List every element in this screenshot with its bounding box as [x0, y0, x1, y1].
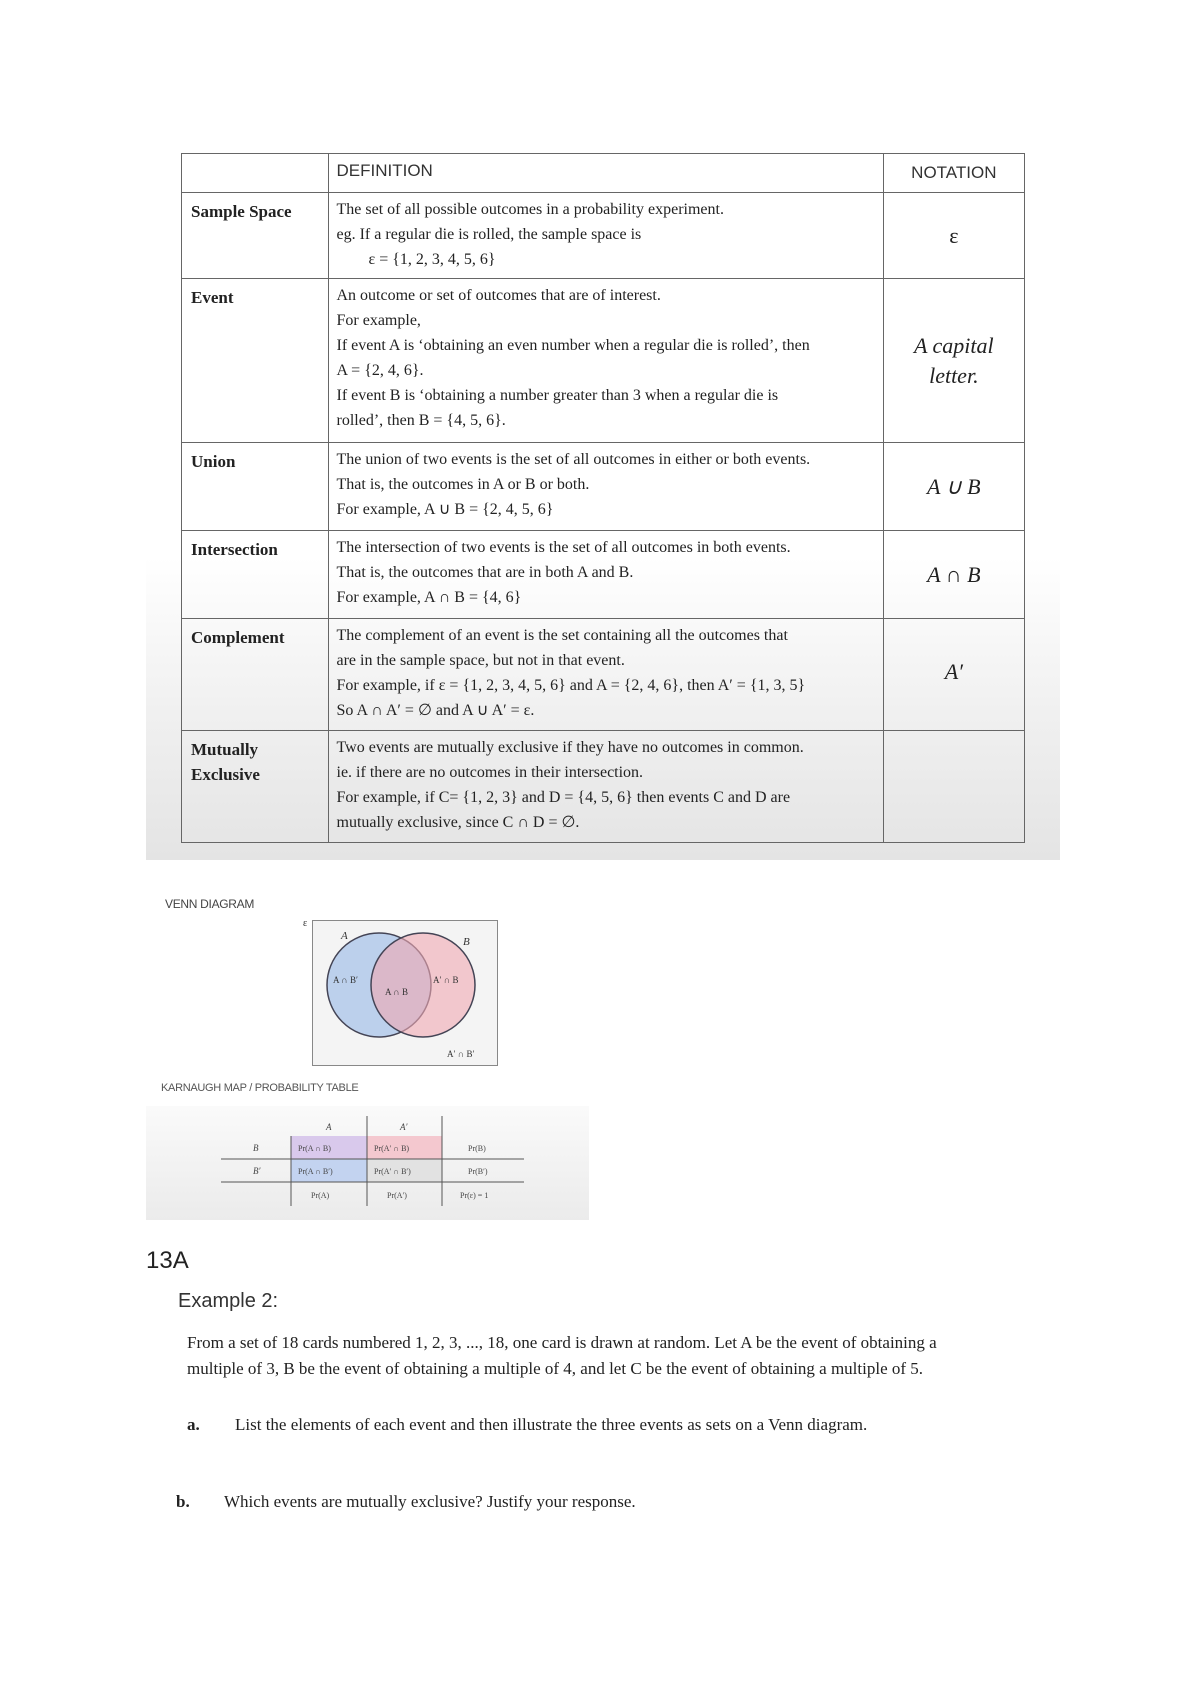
notation-cell: A ∪ B [883, 443, 1024, 531]
kmap-title: KARNAUGH MAP / PROBABILITY TABLE [161, 1082, 359, 1094]
kmap-row-b: B [253, 1143, 259, 1153]
question-a-label: a. [187, 1415, 200, 1434]
definition-cell: The set of all possible outcomes in a probability experiment. eg. If a regular die is rolled, the sample space is ε = {1, 2, 3, 4, 5, 6} [328, 193, 883, 279]
label-b: B [463, 936, 470, 948]
definition-cell: The intersection of two events is the set of all outcomes in both events. That is, the outcomes that are in both A and B. For example, A ∩ B = {4, 6} [328, 531, 883, 619]
definition-cell: Two events are mutually exclusive if they have no outcomes in common. ie. if there are no outcomes in their intersection. For example, if C= {1, 2, 3} and D = {4, 5, 6} then events C and D are mutually exclusive, since C ∩ D = ∅. [328, 731, 883, 843]
kmap-cell: Pr(A′ ∩ B) [374, 1144, 410, 1153]
notation-cell: A capital letter. [883, 279, 1024, 443]
venn-svg [313, 921, 497, 1065]
kmap-cell: Pr(ε) = 1 [460, 1191, 489, 1200]
table-row [182, 443, 1025, 531]
question-b-text: Which events are mutually exclusive? Justify your response. [224, 1492, 636, 1511]
example-text: From a set of 18 cards numbered 1, 2, 3, ..., 18, one card is drawn at random. Let A be the event of obtaining a multiple of 3, B be the event of obtaining a multiple of 4, and let C be the event of obtaining a multiple of 5. [187, 1333, 937, 1378]
term-cell: Intersection [182, 531, 329, 619]
kmap-cell: Pr(A′) [387, 1191, 407, 1200]
header-definition: DEFINITION [328, 154, 883, 193]
kmap-svg [146, 1106, 589, 1220]
table-row [182, 531, 1025, 619]
circle-b [371, 933, 475, 1037]
header-blank-cell [182, 154, 329, 193]
venn-title: VENN DIAGRAM [165, 897, 255, 911]
notation-cell: A ∩ B [883, 531, 1024, 619]
term-cell: Union [182, 443, 329, 531]
definitions-table [181, 153, 1025, 843]
kmap-col-a: A [326, 1122, 332, 1132]
region-neither: A′ ∩ B′ [447, 1049, 475, 1059]
definition-cell: The complement of an event is the set containing all the outcomes that are in the sample space, but not in that event. For example, if ε = {1, 2, 3, 4, 5, 6} and A = {2, 4, 6}, then A′ = {1, 3, 5} So A ∩ A′ = ∅ and A ∪ A′ = ε. [328, 619, 883, 731]
term-cell: Event [182, 279, 329, 443]
table-row [182, 731, 1025, 843]
kmap-panel [146, 1106, 589, 1220]
table-row [182, 279, 1025, 443]
label-a: A [341, 930, 348, 942]
table-header-row [182, 154, 1025, 193]
venn-diagram [312, 920, 498, 1066]
kmap-cell: Pr(A ∩ B) [298, 1144, 331, 1153]
term-cell: Sample Space [182, 193, 329, 279]
example-title: Example 2: [178, 1290, 279, 1312]
term-cell: Mutually Exclusive [182, 731, 329, 843]
table-row [182, 193, 1025, 279]
kmap-cell: Pr(B) [468, 1144, 486, 1153]
region-both: A ∩ B [385, 987, 409, 997]
table-row [182, 619, 1025, 731]
kmap-cell: Pr(A′ ∩ B′) [374, 1167, 411, 1176]
question-a-text: List the elements of each event and then illustrate the three events as sets on a Venn diagram. [235, 1415, 868, 1434]
kmap-row-not-b: B′ [253, 1166, 261, 1176]
kmap-cell: Pr(A ∩ B′) [298, 1167, 333, 1176]
region-a-only: A ∩ B′ [333, 975, 358, 985]
kmap-cell: Pr(B′) [468, 1167, 488, 1176]
header-notation: NOTATION [883, 154, 1024, 193]
region-b-only: A′ ∩ B [433, 975, 459, 985]
definition-cell: The union of two events is the set of all outcomes in either or both events. That is, the outcomes in A or B or both. For example, A ∪ B = {2, 4, 5, 6} [328, 443, 883, 531]
section-heading: 13A [146, 1247, 189, 1274]
kmap-cell: Pr(A) [311, 1191, 330, 1200]
question-b-label: b. [176, 1492, 190, 1511]
epsilon-label: ε [303, 918, 308, 929]
term-cell: Complement [182, 619, 329, 731]
kmap-col-not-a: A′ [400, 1122, 408, 1132]
notation-cell [883, 731, 1024, 843]
question-b [176, 1492, 636, 1512]
definition-cell: An outcome or set of outcomes that are of interest. For example, If event A is ‘obtaining an even number when a regular die is rolled’, then A = {2, 4, 6}. If event B is ‘obtaining a number greater than 3 when a regular die is rolled’, then B = {4, 5, 6}. [328, 279, 883, 443]
notation-cell: ε [883, 193, 1024, 279]
question-a [187, 1415, 867, 1435]
notation-cell: A′ [883, 619, 1024, 731]
